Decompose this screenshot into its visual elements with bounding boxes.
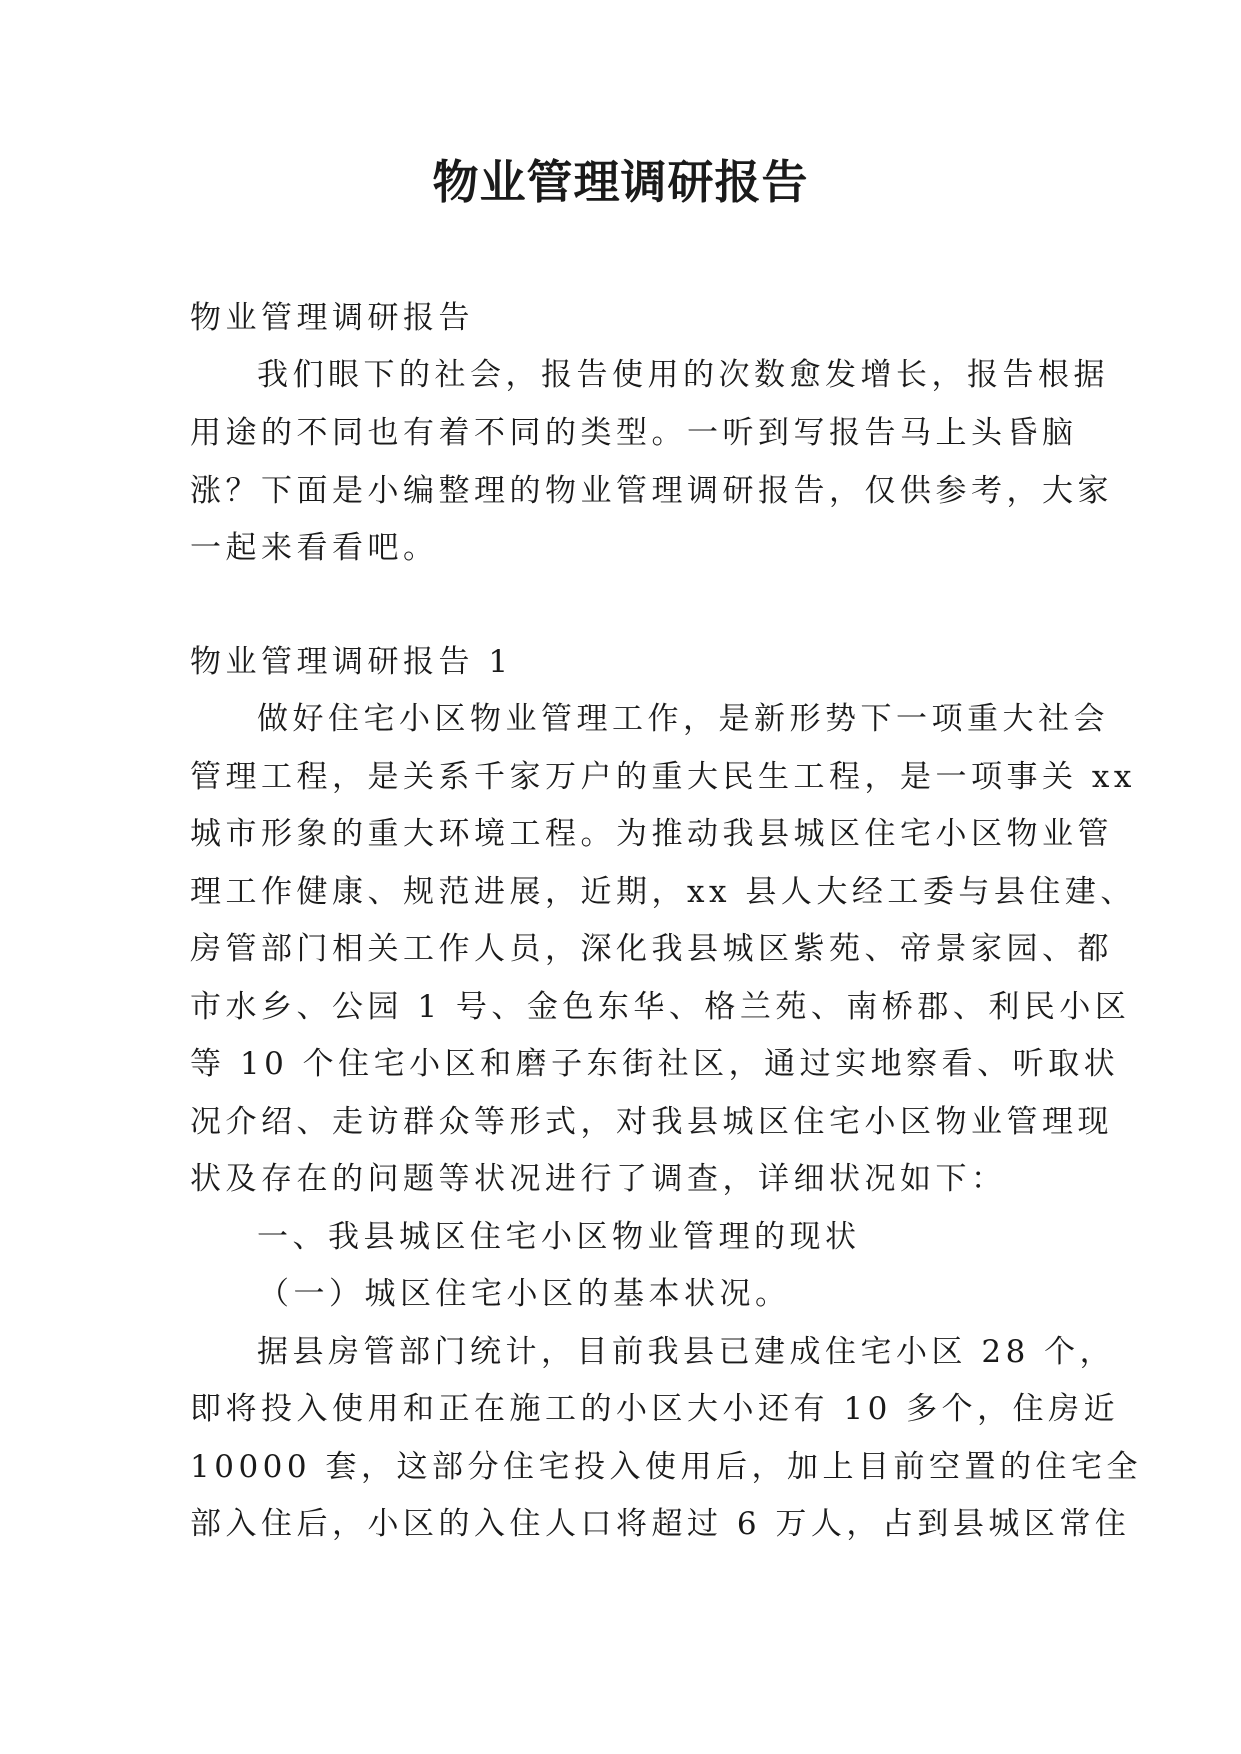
body-paragraph-line: 即将投入使用和正在施工的小区大小还有 10 多个，住房近 <box>190 1391 1120 1427</box>
intro-paragraph-line: 涨？下面是小编整理的物业管理调研报告，仅供参考，大家 <box>190 473 1113 509</box>
document-title: 物业管理调研报告 <box>432 155 809 209</box>
section-heading-report-1: 物业管理调研报告 1 <box>190 644 513 680</box>
subsection-heading: （一）城区住宅小区的基本状况。 <box>258 1276 791 1312</box>
body-paragraph-line: 房管部门相关工作人员，深化我县城区紫苑、帝景家园、都 <box>190 931 1113 967</box>
body-paragraph-line: 市水乡、公园 1 号、金色东华、格兰苑、南桥郡、利民小区 <box>190 989 1131 1025</box>
body-paragraph-line: 等 10 个住宅小区和磨子东街社区，通过实地察看、听取状 <box>190 1046 1120 1082</box>
body-paragraph-line: 况介绍、走访群众等形式，对我县城区住宅小区物业管理现 <box>190 1104 1113 1140</box>
body-paragraph-line: 10000 套，这部分住宅投入使用后，加上目前空置的住宅全 <box>190 1449 1142 1485</box>
body-paragraph-line: 做好住宅小区物业管理工作，是新形势下一项重大社会 <box>257 701 1109 737</box>
intro-heading: 物业管理调研报告 <box>190 300 474 336</box>
intro-paragraph-line: 用途的不同也有着不同的类型。一听到写报告马上头昏脑 <box>190 415 1078 451</box>
body-paragraph-line: 管理工程，是关系千家万户的重大民生工程，是一项事关 xx <box>190 759 1136 795</box>
body-paragraph-line: 状及存在的问题等状况进行了调查，详细状况如下： <box>190 1161 1007 1197</box>
intro-paragraph-line: 我们眼下的社会，报告使用的次数愈发增长，报告根据 <box>257 357 1109 393</box>
body-paragraph-line: 理工作健康、规范进展，近期，xx 县人大经工委与县住建、 <box>190 874 1136 910</box>
body-paragraph-line: 据县房管部门统计，目前我县已建成住宅小区 28 个， <box>257 1334 1116 1370</box>
body-paragraph-line: 部入住后，小区的入住人口将超过 6 万人，占到县城区常住 <box>190 1506 1131 1542</box>
body-paragraph-line: 城市形象的重大环境工程。为推动我县城区住宅小区物业管 <box>190 816 1113 852</box>
subsection-heading: 一、我县城区住宅小区物业管理的现状 <box>257 1219 861 1255</box>
intro-paragraph-line: 一起来看看吧。 <box>190 530 439 566</box>
